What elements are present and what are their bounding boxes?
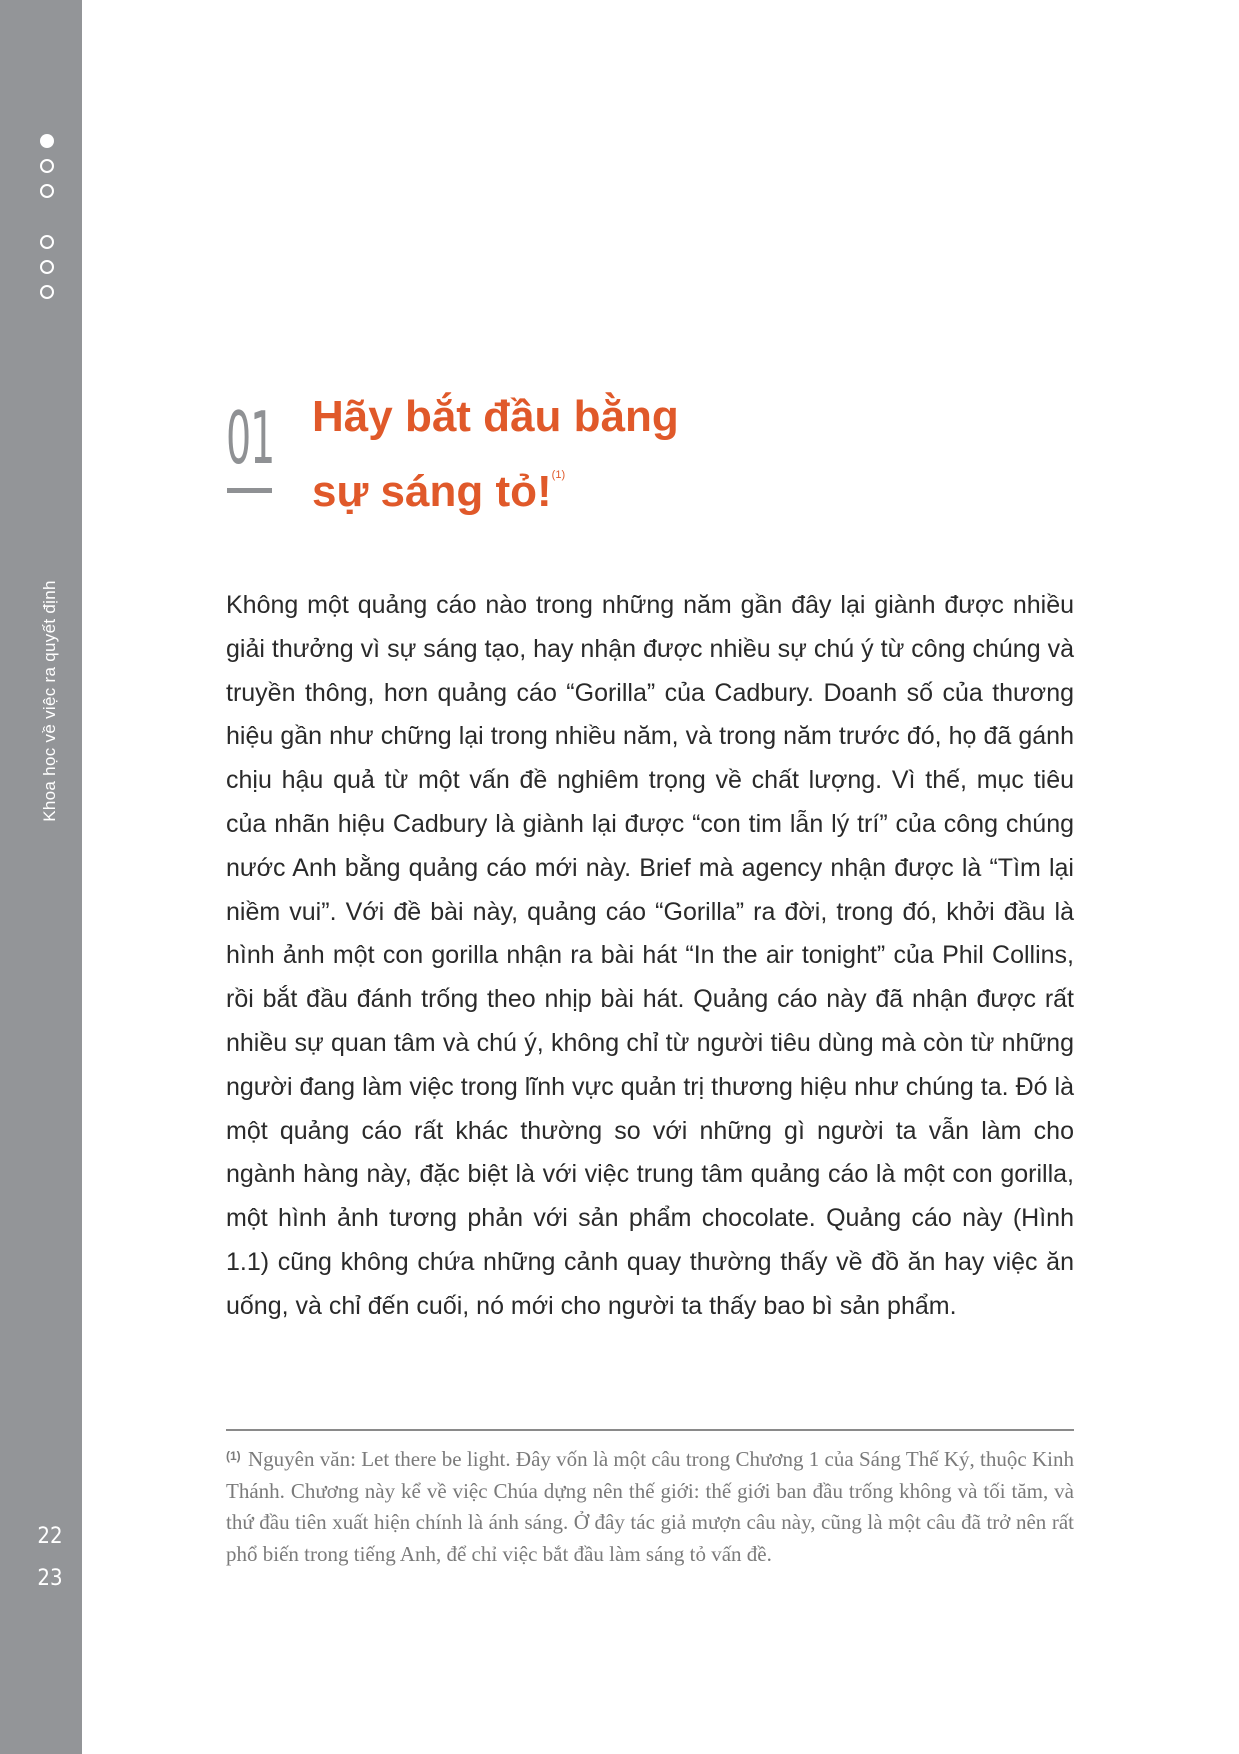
- progress-dot-filled: [40, 134, 54, 148]
- chapter-title-line2: [312, 446, 1012, 521]
- page-number-right: 23: [37, 1566, 63, 1591]
- sidebar: [0, 0, 82, 1754]
- progress-dot: [40, 260, 54, 274]
- footnote-text: Nguyên văn: Let there be light. Đây vốn là một câu trong Chương 1 của Sáng Thế Ký, thuộc Kinh Thánh. Chương này kể về việc Chúa dựng nên thế giới: thế giới ban đầu trống không và tối tăm, và thứ đầu tiên xuất hiện chính là ánh sáng. Ở đây tác giả mượn câu này, cũng là một câu đã trở nên rất phổ biến trong tiếng Anh, để chỉ việc bắt đầu làm sáng tỏ vấn đề.: [226, 1447, 1074, 1566]
- chapter-number: 01: [226, 396, 275, 480]
- footnote-divider: [226, 1429, 1074, 1431]
- progress-dot: [40, 235, 54, 249]
- chapter-number-underline: [227, 488, 272, 493]
- book-title: Khoa học về việc ra quyết định: [40, 580, 59, 822]
- chapter-title-line2-text: sự sáng tỏ!: [312, 467, 552, 516]
- page-number-left: 22: [37, 1524, 63, 1549]
- progress-dot: [40, 285, 54, 299]
- progress-dot: [40, 184, 54, 198]
- body-paragraph: Không một quảng cáo nào trong những năm gần đây lại giành được nhiều giải thưởng vì sự sáng tạo, hay nhận được nhiều sự chú ý từ công chúng và truyền thông, hơn quảng cáo “Gorilla” của Cadbury. Doanh số của thương hiệu gần như chững lại trong nhiều năm, và trong năm trước đó, họ đã gánh chịu hậu quả từ một vấn đề nghiêm trọng về chất lượng. Vì thế, mục tiêu của nhãn hiệu Cadbury là giành lại được “con tim lẫn lý trí” của công chúng nước Anh bằng quảng cáo mới này. Brief mà agency nhận được là “Tìm lại niềm vui”. Với đề bài này, quảng cáo “Gorilla” ra đời, trong đó, khởi đầu là hình ảnh một con gorilla nhận ra bài hát “In the air tonight” của Phil Collins, rồi bắt đầu đánh trống theo nhịp bài hát. Quảng cáo này đã nhận được rất nhiều sự quan tâm và chú ý, không chỉ từ người tiêu dùng mà còn từ những người đang làm việc trong lĩnh vực quản trị thương hiệu như chúng ta. Đó là một quảng cáo rất khác thường so với những gì người ta vẫn làm cho ngành hàng này, đặc biệt là với việc trung tâm quảng cáo là một con gorilla, một hình ảnh tương phản với sản phẩm chocolate. Quảng cáo này (Hình 1.1) cũng không chứa những cảnh quay thường thấy về đồ ăn hay việc ăn uống, và chỉ đến cuối, nó mới cho người ta thấy bao bì sản phẩm.: [226, 591, 1074, 1320]
- progress-dot: [40, 159, 54, 173]
- footnote-marker: (1): [226, 1449, 241, 1463]
- footnote: [226, 1441, 1074, 1570]
- chapter-title-line1: Hãy bắt đầu bằng: [312, 392, 679, 441]
- chapter-title: [312, 388, 1012, 521]
- footnote-ref[interactable]: (1): [551, 469, 566, 481]
